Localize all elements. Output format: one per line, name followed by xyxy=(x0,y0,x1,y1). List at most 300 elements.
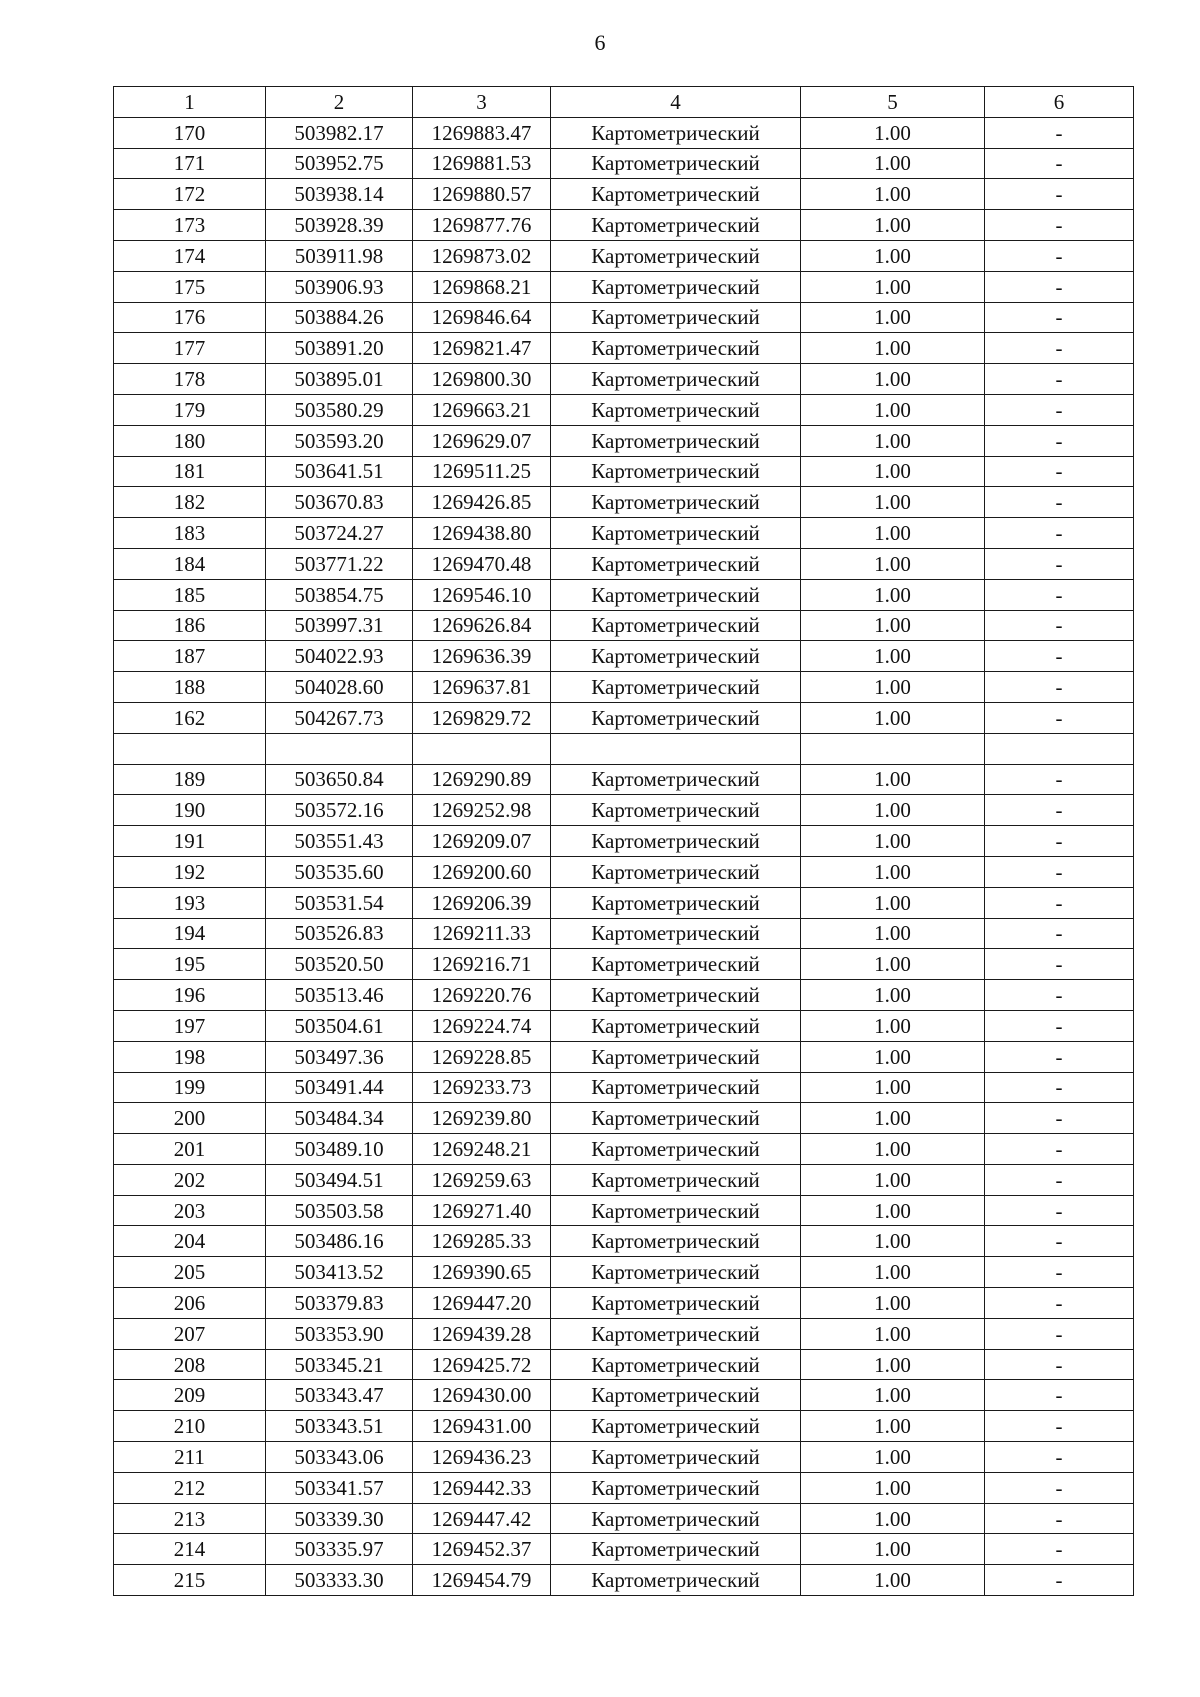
cell-note: - xyxy=(985,548,1134,579)
cell-x-coordinate: 503997.31 xyxy=(266,610,413,641)
table-row xyxy=(114,271,1134,302)
cell-x-coordinate: 503572.16 xyxy=(266,795,413,826)
table-row xyxy=(114,887,1134,918)
cell-point-number: 190 xyxy=(114,795,266,826)
table-row xyxy=(114,333,1134,364)
cell-x-coordinate: 504267.73 xyxy=(266,702,413,733)
cell-method: Картометрический xyxy=(551,179,801,210)
table-row xyxy=(114,240,1134,271)
cell-note: - xyxy=(985,487,1134,518)
table-row xyxy=(114,579,1134,610)
cell-point-number: 177 xyxy=(114,333,266,364)
cell-y-coordinate: 1269439.28 xyxy=(413,1318,551,1349)
cell-y-coordinate: 1269470.48 xyxy=(413,548,551,579)
cell-note: - xyxy=(985,148,1134,179)
cell-accuracy: 1.00 xyxy=(801,210,985,241)
cell-y-coordinate: 1269211.33 xyxy=(413,918,551,949)
table-row xyxy=(114,1041,1134,1072)
cell-note: - xyxy=(985,210,1134,241)
cell-point-number: 188 xyxy=(114,672,266,703)
cell-x-coordinate: 503906.93 xyxy=(266,271,413,302)
table-row xyxy=(114,1503,1134,1534)
cell-y-coordinate: 1269829.72 xyxy=(413,702,551,733)
cell-method: Картометрический xyxy=(551,949,801,980)
cell-note: - xyxy=(985,702,1134,733)
table-row xyxy=(114,1010,1134,1041)
cell-y-coordinate: 1269285.33 xyxy=(413,1226,551,1257)
cell-method: Картометрический xyxy=(551,456,801,487)
cell-note: - xyxy=(985,1318,1134,1349)
table-row xyxy=(114,1072,1134,1103)
cell-note: - xyxy=(985,795,1134,826)
cell-x-coordinate: 503343.47 xyxy=(266,1380,413,1411)
cell-note: - xyxy=(985,1411,1134,1442)
cell-point-number: 175 xyxy=(114,271,266,302)
cell-x-coordinate: 503489.10 xyxy=(266,1134,413,1165)
cell-method xyxy=(551,733,801,764)
cell-x-coordinate: 503341.57 xyxy=(266,1472,413,1503)
cell-x-coordinate: 503771.22 xyxy=(266,548,413,579)
cell-point-number: 197 xyxy=(114,1010,266,1041)
table-row xyxy=(114,1442,1134,1473)
cell-y-coordinate: 1269271.40 xyxy=(413,1195,551,1226)
table-row xyxy=(114,980,1134,1011)
cell-method: Картометрический xyxy=(551,1257,801,1288)
cell-x-coordinate: 504028.60 xyxy=(266,672,413,703)
table-row xyxy=(114,702,1134,733)
cell-accuracy: 1.00 xyxy=(801,702,985,733)
cell-note: - xyxy=(985,1010,1134,1041)
cell-accuracy: 1.00 xyxy=(801,456,985,487)
cell-method: Картометрический xyxy=(551,641,801,672)
cell-accuracy: 1.00 xyxy=(801,425,985,456)
cell-point-number: 195 xyxy=(114,949,266,980)
cell-x-coordinate: 503343.06 xyxy=(266,1442,413,1473)
cell-x-coordinate: 503895.01 xyxy=(266,364,413,395)
cell-note: - xyxy=(985,271,1134,302)
cell-accuracy: 1.00 xyxy=(801,1442,985,1473)
table-row xyxy=(114,210,1134,241)
cell-accuracy: 1.00 xyxy=(801,1134,985,1165)
cell-accuracy: 1.00 xyxy=(801,610,985,641)
cell-y-coordinate: 1269454.79 xyxy=(413,1565,551,1596)
cell-note: - xyxy=(985,918,1134,949)
cell-method: Картометрический xyxy=(551,1503,801,1534)
table-header-row xyxy=(114,87,1134,118)
cell-note: - xyxy=(985,1041,1134,1072)
cell-accuracy: 1.00 xyxy=(801,1380,985,1411)
column-header-5: 5 xyxy=(801,87,985,118)
cell-x-coordinate: 503641.51 xyxy=(266,456,413,487)
cell-method: Картометрический xyxy=(551,826,801,857)
cell-accuracy: 1.00 xyxy=(801,302,985,333)
table-row xyxy=(114,733,1134,764)
cell-accuracy: 1.00 xyxy=(801,487,985,518)
cell-point-number: 208 xyxy=(114,1349,266,1380)
cell-method: Картометрический xyxy=(551,117,801,148)
cell-accuracy: 1.00 xyxy=(801,949,985,980)
table-row xyxy=(114,117,1134,148)
table-row xyxy=(114,641,1134,672)
cell-x-coordinate: 503520.50 xyxy=(266,949,413,980)
cell-method: Картометрический xyxy=(551,1226,801,1257)
cell-x-coordinate: 503670.83 xyxy=(266,487,413,518)
cell-note: - xyxy=(985,980,1134,1011)
cell-point-number: 185 xyxy=(114,579,266,610)
cell-x-coordinate: 503928.39 xyxy=(266,210,413,241)
cell-method: Картометрический xyxy=(551,856,801,887)
cell-point-number: 174 xyxy=(114,240,266,271)
cell-note: - xyxy=(985,1380,1134,1411)
cell-y-coordinate: 1269233.73 xyxy=(413,1072,551,1103)
cell-note: - xyxy=(985,949,1134,980)
cell-accuracy: 1.00 xyxy=(801,179,985,210)
cell-accuracy: 1.00 xyxy=(801,240,985,271)
cell-y-coordinate: 1269220.76 xyxy=(413,980,551,1011)
cell-accuracy: 1.00 xyxy=(801,1257,985,1288)
coordinates-table xyxy=(113,86,1134,1596)
cell-note: - xyxy=(985,117,1134,148)
table-body xyxy=(114,117,1134,1595)
cell-point-number: 187 xyxy=(114,641,266,672)
cell-y-coordinate: 1269239.80 xyxy=(413,1103,551,1134)
table-row xyxy=(114,1103,1134,1134)
cell-point-number: 170 xyxy=(114,117,266,148)
cell-accuracy: 1.00 xyxy=(801,1164,985,1195)
cell-accuracy: 1.00 xyxy=(801,641,985,672)
cell-y-coordinate: 1269868.21 xyxy=(413,271,551,302)
cell-point-number: 192 xyxy=(114,856,266,887)
cell-note: - xyxy=(985,826,1134,857)
cell-note: - xyxy=(985,518,1134,549)
cell-method: Картометрический xyxy=(551,610,801,641)
cell-y-coordinate: 1269425.72 xyxy=(413,1349,551,1380)
cell-accuracy: 1.00 xyxy=(801,980,985,1011)
cell-point-number: 173 xyxy=(114,210,266,241)
cell-y-coordinate: 1269880.57 xyxy=(413,179,551,210)
cell-accuracy: 1.00 xyxy=(801,117,985,148)
table-row xyxy=(114,672,1134,703)
cell-point-number xyxy=(114,733,266,764)
column-header-4: 4 xyxy=(551,87,801,118)
cell-accuracy: 1.00 xyxy=(801,333,985,364)
cell-method: Картометрический xyxy=(551,1164,801,1195)
cell-point-number: 199 xyxy=(114,1072,266,1103)
cell-note: - xyxy=(985,1349,1134,1380)
cell-point-number: 181 xyxy=(114,456,266,487)
cell-x-coordinate xyxy=(266,733,413,764)
cell-method: Картометрический xyxy=(551,210,801,241)
cell-method: Картометрический xyxy=(551,918,801,949)
cell-accuracy: 1.00 xyxy=(801,1534,985,1565)
cell-method: Картометрический xyxy=(551,394,801,425)
cell-point-number: 183 xyxy=(114,518,266,549)
cell-method: Картометрический xyxy=(551,425,801,456)
cell-y-coordinate: 1269228.85 xyxy=(413,1041,551,1072)
cell-note xyxy=(985,733,1134,764)
cell-method: Картометрический xyxy=(551,1288,801,1319)
cell-method: Картометрический xyxy=(551,1349,801,1380)
cell-x-coordinate: 503339.30 xyxy=(266,1503,413,1534)
cell-note: - xyxy=(985,364,1134,395)
table-row xyxy=(114,425,1134,456)
cell-point-number: 176 xyxy=(114,302,266,333)
cell-note: - xyxy=(985,579,1134,610)
cell-accuracy: 1.00 xyxy=(801,1103,985,1134)
cell-accuracy: 1.00 xyxy=(801,1318,985,1349)
cell-y-coordinate: 1269438.80 xyxy=(413,518,551,549)
cell-note: - xyxy=(985,856,1134,887)
cell-note: - xyxy=(985,1257,1134,1288)
table-row xyxy=(114,1472,1134,1503)
cell-y-coordinate: 1269881.53 xyxy=(413,148,551,179)
table-row xyxy=(114,1257,1134,1288)
cell-point-number: 194 xyxy=(114,918,266,949)
cell-note: - xyxy=(985,1442,1134,1473)
cell-x-coordinate: 503891.20 xyxy=(266,333,413,364)
cell-y-coordinate: 1269248.21 xyxy=(413,1134,551,1165)
cell-method: Картометрический xyxy=(551,1010,801,1041)
cell-accuracy: 1.00 xyxy=(801,518,985,549)
table-row xyxy=(114,1134,1134,1165)
cell-point-number: 171 xyxy=(114,148,266,179)
cell-accuracy: 1.00 xyxy=(801,795,985,826)
cell-note: - xyxy=(985,610,1134,641)
cell-y-coordinate: 1269206.39 xyxy=(413,887,551,918)
table-row xyxy=(114,394,1134,425)
cell-accuracy: 1.00 xyxy=(801,1195,985,1226)
cell-accuracy: 1.00 xyxy=(801,1041,985,1072)
cell-y-coordinate: 1269846.64 xyxy=(413,302,551,333)
cell-point-number: 201 xyxy=(114,1134,266,1165)
cell-point-number: 172 xyxy=(114,179,266,210)
cell-x-coordinate: 503938.14 xyxy=(266,179,413,210)
cell-x-coordinate: 503884.26 xyxy=(266,302,413,333)
cell-method: Картометрический xyxy=(551,672,801,703)
cell-method: Картометрический xyxy=(551,764,801,795)
cell-method: Картометрический xyxy=(551,1103,801,1134)
table-row xyxy=(114,1380,1134,1411)
table-row xyxy=(114,795,1134,826)
cell-accuracy: 1.00 xyxy=(801,271,985,302)
cell-note: - xyxy=(985,425,1134,456)
cell-method: Картометрический xyxy=(551,333,801,364)
cell-method: Картометрический xyxy=(551,364,801,395)
cell-accuracy: 1.00 xyxy=(801,1411,985,1442)
cell-y-coordinate: 1269452.37 xyxy=(413,1534,551,1565)
cell-method: Картометрический xyxy=(551,1442,801,1473)
cell-x-coordinate: 503580.29 xyxy=(266,394,413,425)
cell-point-number: 211 xyxy=(114,1442,266,1473)
table-row xyxy=(114,1411,1134,1442)
cell-point-number: 196 xyxy=(114,980,266,1011)
cell-y-coordinate: 1269426.85 xyxy=(413,487,551,518)
cell-x-coordinate: 503497.36 xyxy=(266,1041,413,1072)
cell-y-coordinate: 1269290.89 xyxy=(413,764,551,795)
cell-y-coordinate: 1269447.20 xyxy=(413,1288,551,1319)
cell-point-number: 180 xyxy=(114,425,266,456)
cell-point-number: 202 xyxy=(114,1164,266,1195)
cell-note: - xyxy=(985,1472,1134,1503)
cell-method: Картометрический xyxy=(551,579,801,610)
cell-point-number: 191 xyxy=(114,826,266,857)
cell-point-number: 203 xyxy=(114,1195,266,1226)
cell-point-number: 207 xyxy=(114,1318,266,1349)
cell-y-coordinate: 1269800.30 xyxy=(413,364,551,395)
table-row xyxy=(114,764,1134,795)
cell-note: - xyxy=(985,333,1134,364)
table-row xyxy=(114,456,1134,487)
cell-x-coordinate: 503494.51 xyxy=(266,1164,413,1195)
cell-method: Картометрический xyxy=(551,1195,801,1226)
cell-method: Картометрический xyxy=(551,1380,801,1411)
cell-y-coordinate: 1269883.47 xyxy=(413,117,551,148)
column-header-6: 6 xyxy=(985,87,1134,118)
cell-note: - xyxy=(985,641,1134,672)
cell-accuracy: 1.00 xyxy=(801,1010,985,1041)
cell-x-coordinate: 503724.27 xyxy=(266,518,413,549)
cell-point-number: 162 xyxy=(114,702,266,733)
table-row xyxy=(114,179,1134,210)
cell-y-coordinate: 1269200.60 xyxy=(413,856,551,887)
cell-method: Картометрический xyxy=(551,1411,801,1442)
cell-y-coordinate: 1269546.10 xyxy=(413,579,551,610)
cell-x-coordinate: 503353.90 xyxy=(266,1318,413,1349)
cell-note: - xyxy=(985,1226,1134,1257)
cell-note: - xyxy=(985,764,1134,795)
cell-method: Картометрический xyxy=(551,240,801,271)
table-row xyxy=(114,1349,1134,1380)
cell-y-coordinate: 1269636.39 xyxy=(413,641,551,672)
cell-point-number: 186 xyxy=(114,610,266,641)
cell-point-number: 212 xyxy=(114,1472,266,1503)
table-row xyxy=(114,487,1134,518)
table-row xyxy=(114,364,1134,395)
cell-accuracy: 1.00 xyxy=(801,1072,985,1103)
column-header-1: 1 xyxy=(114,87,266,118)
cell-note: - xyxy=(985,1195,1134,1226)
cell-method: Картометрический xyxy=(551,148,801,179)
cell-x-coordinate: 503650.84 xyxy=(266,764,413,795)
table-row xyxy=(114,1318,1134,1349)
cell-y-coordinate: 1269873.02 xyxy=(413,240,551,271)
cell-note: - xyxy=(985,1534,1134,1565)
table-row xyxy=(114,1164,1134,1195)
cell-accuracy: 1.00 xyxy=(801,826,985,857)
table-row xyxy=(114,1195,1134,1226)
cell-y-coordinate: 1269431.00 xyxy=(413,1411,551,1442)
cell-point-number: 182 xyxy=(114,487,266,518)
cell-note: - xyxy=(985,1134,1134,1165)
cell-y-coordinate: 1269224.74 xyxy=(413,1010,551,1041)
cell-x-coordinate: 503413.52 xyxy=(266,1257,413,1288)
cell-point-number: 213 xyxy=(114,1503,266,1534)
cell-x-coordinate: 503531.54 xyxy=(266,887,413,918)
cell-point-number: 189 xyxy=(114,764,266,795)
cell-accuracy: 1.00 xyxy=(801,1472,985,1503)
table-row xyxy=(114,918,1134,949)
cell-x-coordinate: 503535.60 xyxy=(266,856,413,887)
cell-note: - xyxy=(985,672,1134,703)
cell-accuracy: 1.00 xyxy=(801,1349,985,1380)
cell-x-coordinate: 503379.83 xyxy=(266,1288,413,1319)
cell-method: Картометрический xyxy=(551,1565,801,1596)
cell-x-coordinate: 503333.30 xyxy=(266,1565,413,1596)
cell-accuracy: 1.00 xyxy=(801,856,985,887)
cell-point-number: 184 xyxy=(114,548,266,579)
cell-note: - xyxy=(985,302,1134,333)
cell-point-number: 193 xyxy=(114,887,266,918)
cell-point-number: 206 xyxy=(114,1288,266,1319)
cell-method: Картометрический xyxy=(551,887,801,918)
cell-method: Картометрический xyxy=(551,1534,801,1565)
cell-accuracy: 1.00 xyxy=(801,1503,985,1534)
column-header-3: 3 xyxy=(413,87,551,118)
cell-point-number: 215 xyxy=(114,1565,266,1596)
cell-method: Картометрический xyxy=(551,487,801,518)
cell-note: - xyxy=(985,1565,1134,1596)
cell-note: - xyxy=(985,1103,1134,1134)
cell-note: - xyxy=(985,887,1134,918)
page-number: 6 xyxy=(594,30,606,55)
cell-method: Картометрический xyxy=(551,1472,801,1503)
cell-accuracy: 1.00 xyxy=(801,764,985,795)
cell-point-number: 179 xyxy=(114,394,266,425)
cell-accuracy: 1.00 xyxy=(801,148,985,179)
cell-y-coordinate: 1269442.33 xyxy=(413,1472,551,1503)
cell-method: Картометрический xyxy=(551,271,801,302)
cell-point-number: 214 xyxy=(114,1534,266,1565)
cell-x-coordinate: 503952.75 xyxy=(266,148,413,179)
cell-accuracy: 1.00 xyxy=(801,1226,985,1257)
cell-note: - xyxy=(985,1503,1134,1534)
table-row xyxy=(114,302,1134,333)
cell-note: - xyxy=(985,394,1134,425)
table-row xyxy=(114,826,1134,857)
table-row xyxy=(114,1288,1134,1319)
cell-y-coordinate: 1269430.00 xyxy=(413,1380,551,1411)
cell-method: Картометрический xyxy=(551,548,801,579)
table-row xyxy=(114,1226,1134,1257)
cell-y-coordinate: 1269626.84 xyxy=(413,610,551,641)
cell-point-number: 210 xyxy=(114,1411,266,1442)
cell-note: - xyxy=(985,1164,1134,1195)
cell-note: - xyxy=(985,456,1134,487)
cell-note: - xyxy=(985,1288,1134,1319)
table-row xyxy=(114,1534,1134,1565)
cell-method: Картометрический xyxy=(551,1318,801,1349)
cell-x-coordinate: 503343.51 xyxy=(266,1411,413,1442)
cell-method: Картометрический xyxy=(551,518,801,549)
cell-x-coordinate: 503854.75 xyxy=(266,579,413,610)
cell-accuracy: 1.00 xyxy=(801,364,985,395)
cell-point-number: 205 xyxy=(114,1257,266,1288)
cell-x-coordinate: 503982.17 xyxy=(266,117,413,148)
cell-method: Картометрический xyxy=(551,702,801,733)
cell-point-number: 204 xyxy=(114,1226,266,1257)
table-row xyxy=(114,148,1134,179)
cell-method: Картометрический xyxy=(551,1134,801,1165)
cell-accuracy xyxy=(801,733,985,764)
cell-x-coordinate: 503526.83 xyxy=(266,918,413,949)
cell-note: - xyxy=(985,1072,1134,1103)
cell-y-coordinate: 1269390.65 xyxy=(413,1257,551,1288)
cell-y-coordinate: 1269629.07 xyxy=(413,425,551,456)
cell-y-coordinate: 1269216.71 xyxy=(413,949,551,980)
cell-method: Картометрический xyxy=(551,1072,801,1103)
cell-y-coordinate: 1269637.81 xyxy=(413,672,551,703)
cell-point-number: 178 xyxy=(114,364,266,395)
